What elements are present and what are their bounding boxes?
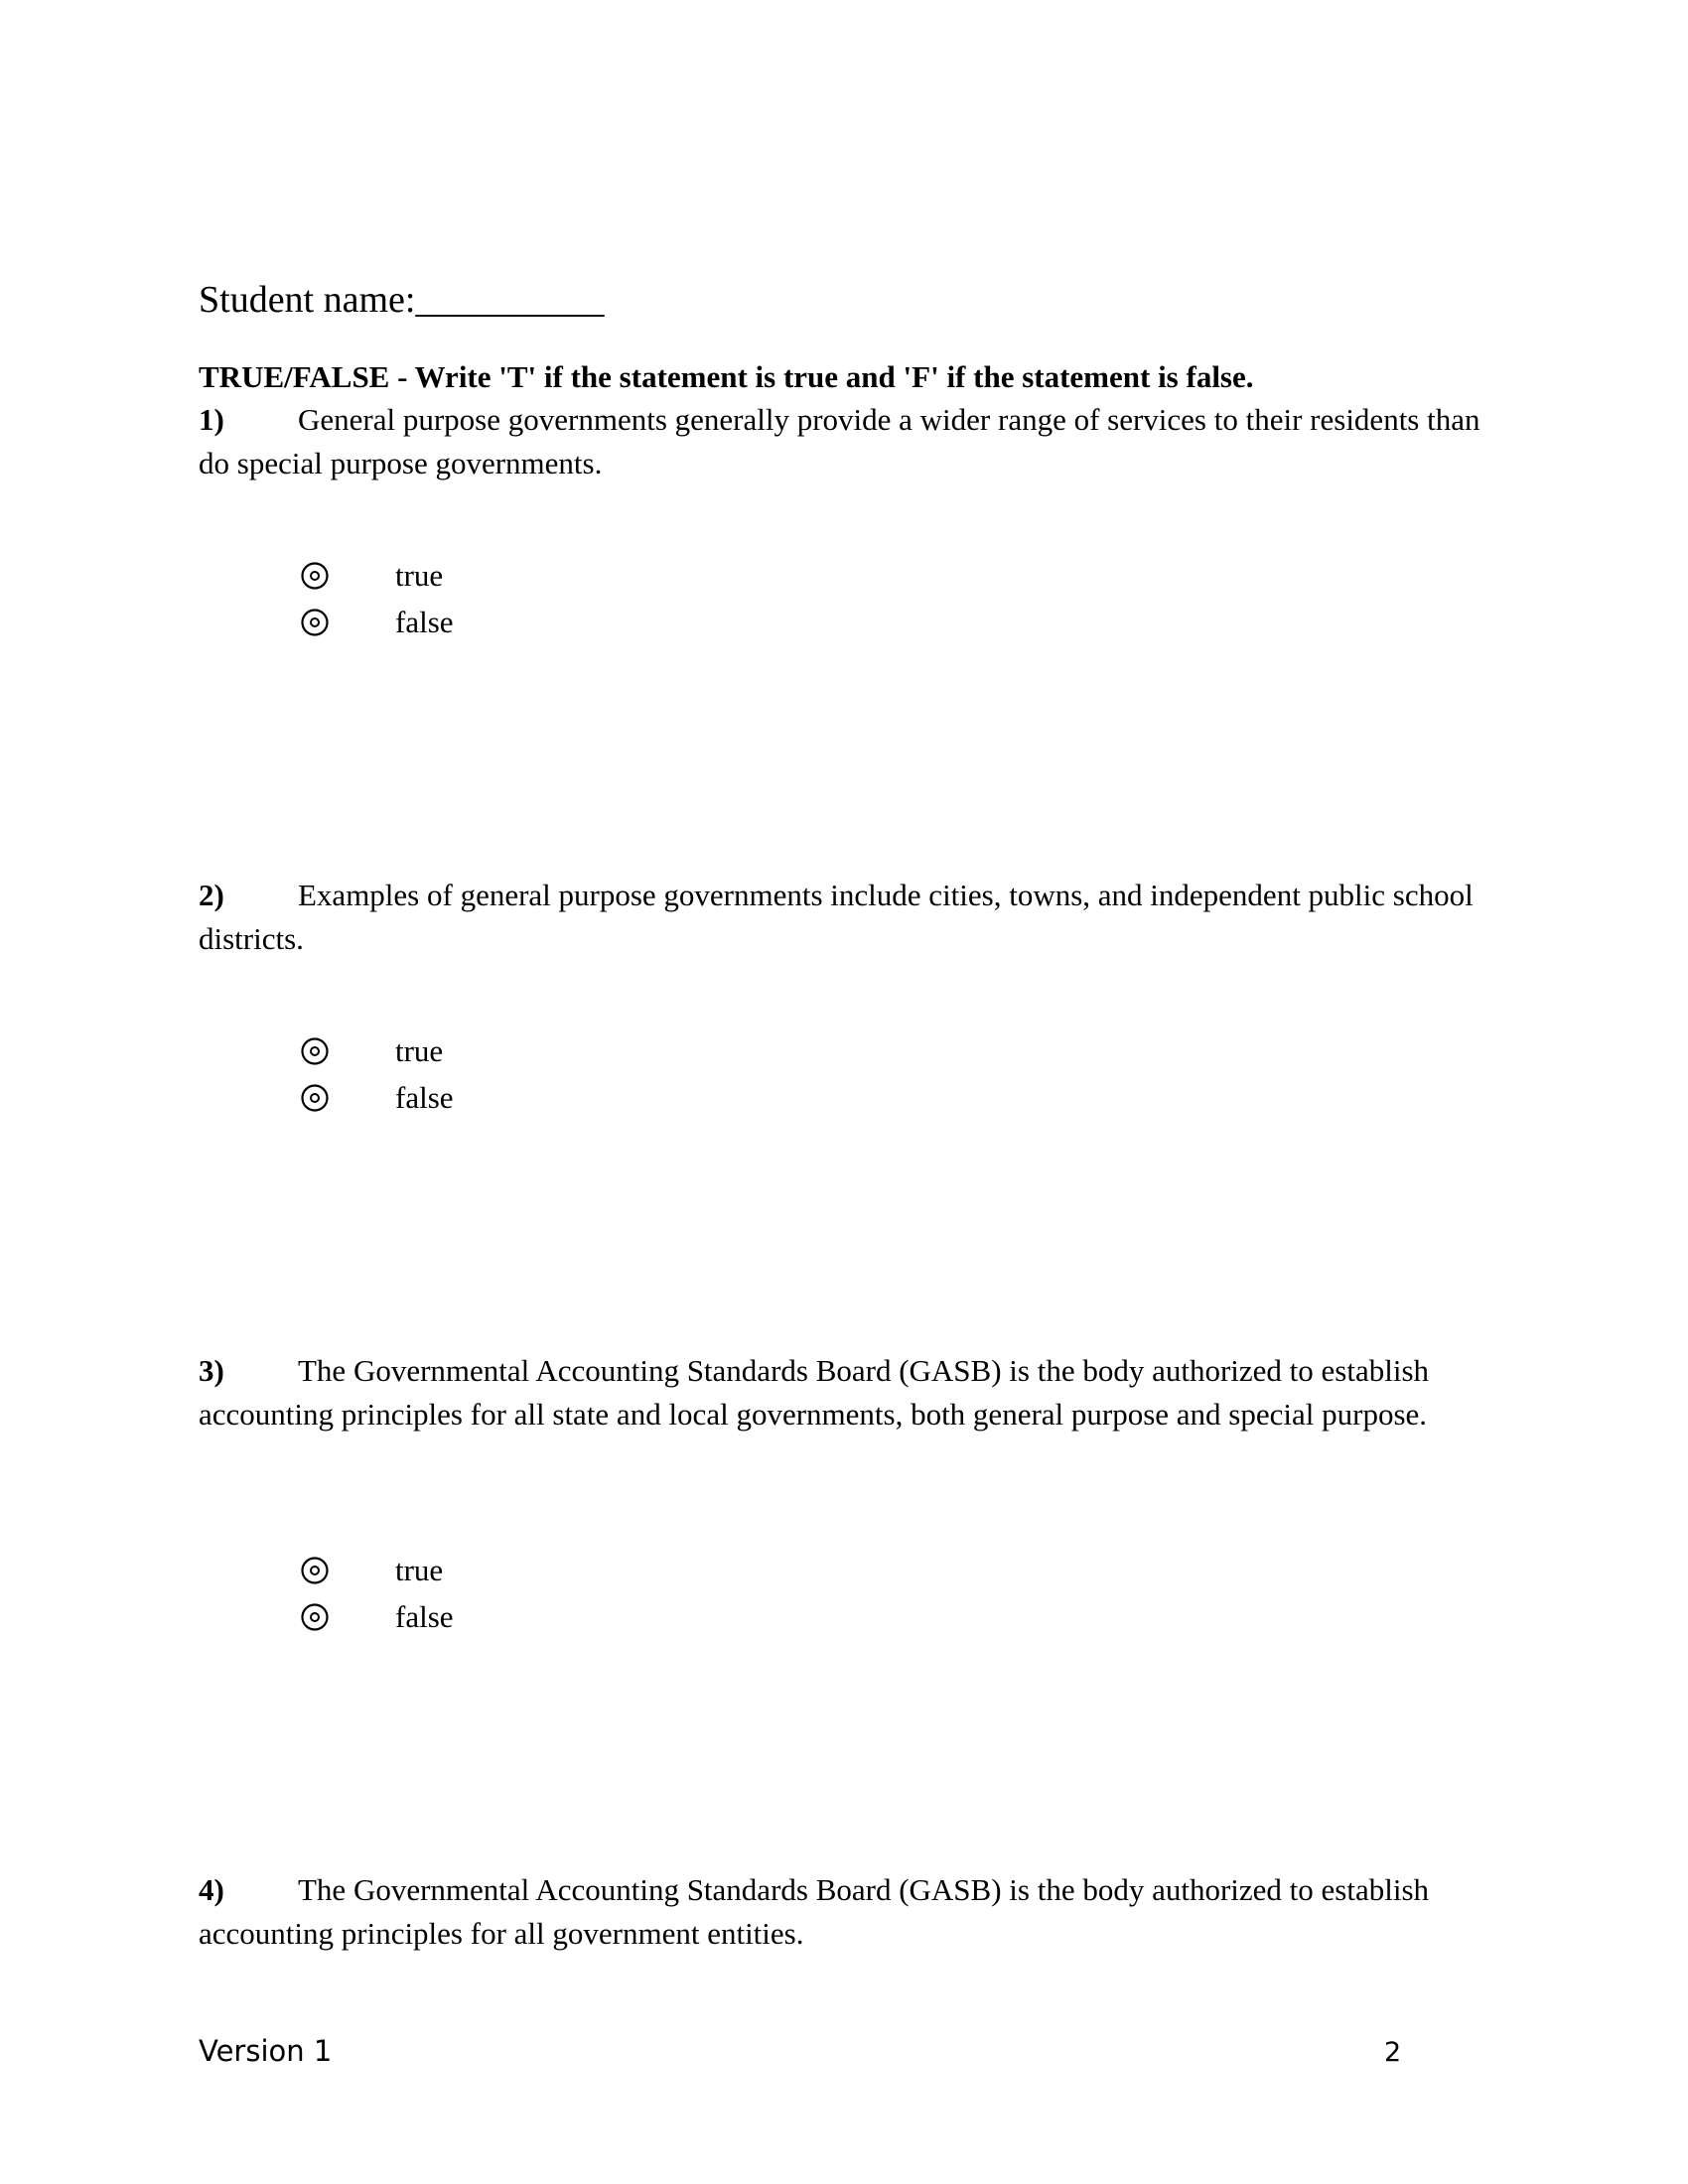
option-label: true bbox=[395, 1032, 444, 1068]
option-false[interactable] bbox=[300, 599, 454, 645]
question-3 bbox=[199, 1349, 1489, 1436]
option-label: true bbox=[395, 1552, 444, 1587]
question-1 bbox=[199, 398, 1489, 485]
radio-option-icon[interactable] bbox=[300, 1602, 330, 1632]
question-text: Examples of general purpose governments include cities, towns, and independent public school districts. bbox=[199, 878, 1474, 956]
option-true[interactable] bbox=[300, 1027, 454, 1074]
radio-option-icon[interactable] bbox=[300, 1556, 330, 1585]
answer-options-1 bbox=[300, 552, 454, 645]
option-label: false bbox=[395, 604, 454, 639]
option-label: true bbox=[395, 557, 444, 593]
footer-version: Version 1 bbox=[199, 2034, 333, 2068]
question-number: 1) bbox=[199, 402, 224, 437]
question-2 bbox=[199, 874, 1489, 961]
option-true[interactable] bbox=[300, 552, 454, 599]
question-number: 2) bbox=[199, 878, 224, 912]
student-name-field: Student name:__________ bbox=[199, 279, 605, 321]
option-false[interactable] bbox=[300, 1593, 454, 1640]
option-label: false bbox=[395, 1079, 454, 1115]
answer-options-3 bbox=[300, 1547, 454, 1640]
option-label: false bbox=[395, 1598, 454, 1634]
radio-option-icon[interactable] bbox=[300, 1083, 330, 1113]
radio-option-icon[interactable] bbox=[300, 608, 330, 637]
question-number: 3) bbox=[199, 1353, 224, 1388]
radio-option-icon[interactable] bbox=[300, 561, 330, 591]
question-text: General purpose governments generally provide a wider range of services to their residents than do special purpose governments. bbox=[199, 402, 1480, 480]
question-text: The Governmental Accounting Standards Board (GASB) is the body authorized to establish accounting principles for all state and local governments, both general purpose and special purpose. bbox=[199, 1353, 1430, 1432]
option-true[interactable] bbox=[300, 1547, 454, 1593]
question-4 bbox=[199, 1868, 1489, 1956]
answer-options-2 bbox=[300, 1027, 454, 1121]
radio-option-icon[interactable] bbox=[300, 1036, 330, 1066]
section-instructions: TRUE/FALSE - Write 'T' if the statement is true and 'F' if the statement is false. bbox=[199, 359, 1254, 394]
page-number: 2 bbox=[1384, 2037, 1402, 2068]
question-number: 4) bbox=[199, 1872, 224, 1907]
option-false[interactable] bbox=[300, 1074, 454, 1121]
question-text: The Governmental Accounting Standards Board (GASB) is the body authorized to establish accounting principles for all government entities. bbox=[199, 1872, 1430, 1951]
